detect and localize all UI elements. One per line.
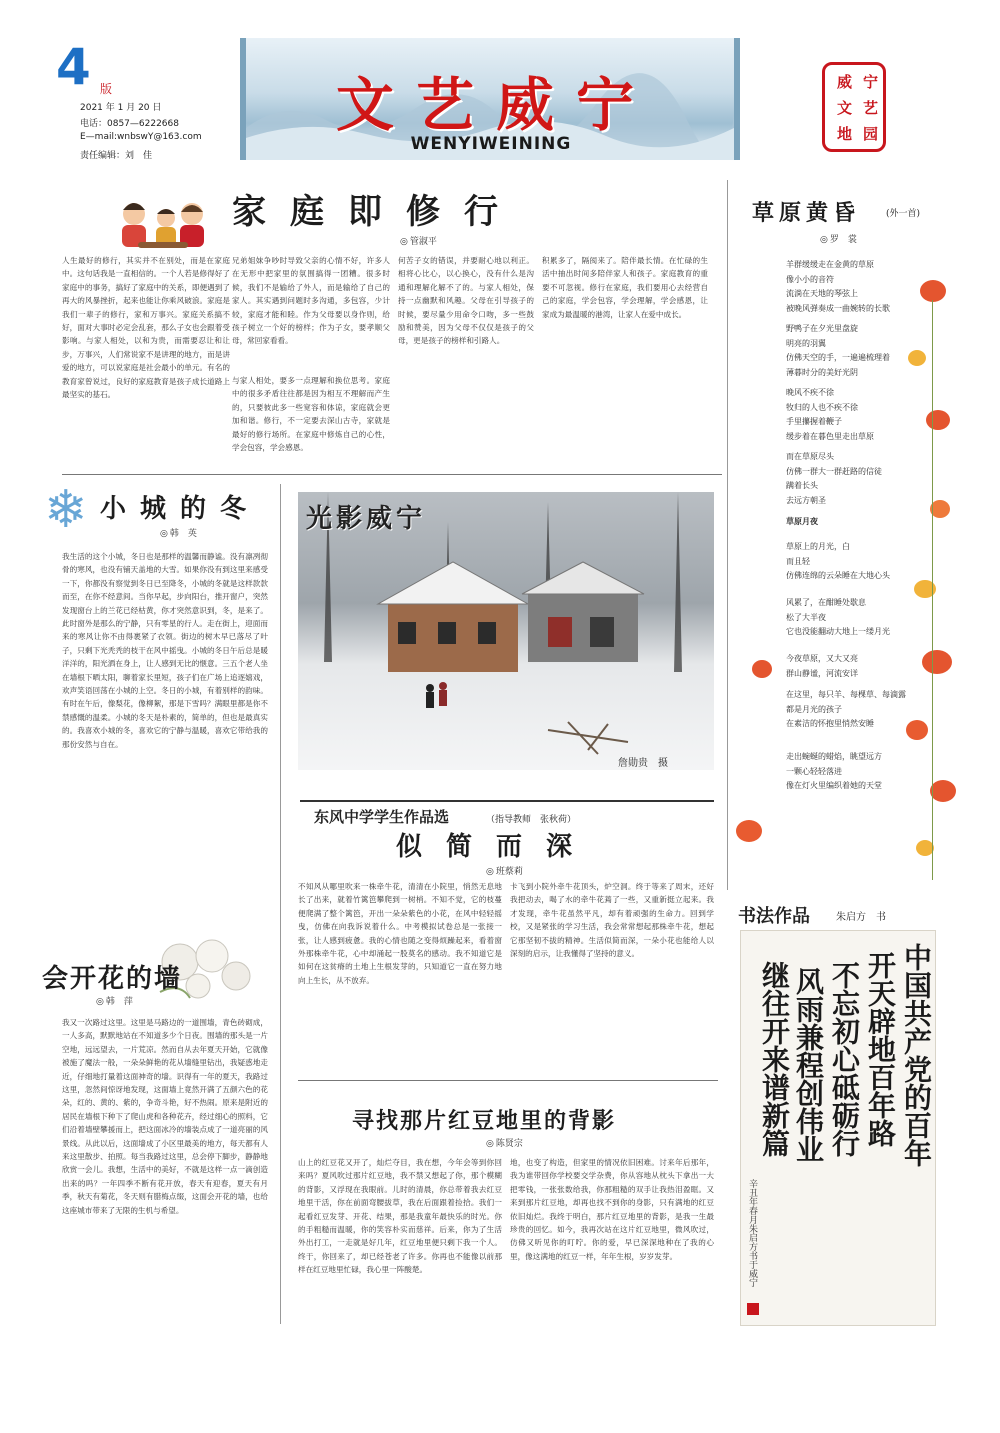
calligraphy-author: 朱启方 书 (836, 912, 886, 923)
poem-stanza: 风累了，在酣睡处歇息 松了大半夜 它也没能翻动大地上一缕月光 (786, 598, 890, 637)
article-title-family: 家庭即修行 (232, 192, 522, 232)
poem-stanza: 而在草原尽头 仿佛一群大一群赶路的信徒 蹒着长头 去远方朝圣 (786, 452, 882, 505)
byline-town: ◎ 韩 英 (160, 526, 197, 539)
article-title-beans: 寻找那片红豆地里的背影 (352, 1108, 617, 1134)
article-text-beans-col2: 地，也变了构造，但家里的情况依旧困难。讨来年后那年，我为谁带回你学校要交学杂费，你从容地从枕头下拿出一大把零钱，一张张数给我，你那粗糙的双手让我热泪盈眶。又来到那片红豆地，却再也找不到你的身影，只有满地的红豆依旧灿烂。我终于明白，那片红豆地里的背影，是我一生最珍贵的回忆。如今，我再次站在这片红豆地里，微风吹过，仿佛又听见你的叮咛。你的爱，早已深深地种在了我的心里，像这满地的红豆一样，年年生根，岁岁发芽。 (510, 1158, 714, 1261)
editor-credit: 责任编辑：刘 佳 (80, 151, 153, 161)
poem-stanza: 走出蜿蜒的蜡焰，眺望远方 一颗心轻轻落进 像在灯火里编织着她的天堂 (786, 752, 882, 791)
divider (727, 180, 728, 890)
poppy-flower-decoration (752, 660, 772, 678)
article-text-family-col6: 积累多了，隔阂来了。陪伴最长情。在忙碌的生活中抽出时间多陪伴家人和孩子。家庭教育的重要不可忽视。修行在家庭，我们要用心去经营自己的家庭，学会包容，学会理解，学会感恩，让家成为最温暖的港湾，让家人在爱中成长。 (542, 256, 708, 319)
masthead-banner (240, 38, 740, 160)
poem-stanza: 羊群缓缓走在金黄的草原 像小小的音符 流淌在天地的琴弦上 被晚风弹奏成一曲婉转的长歌 (786, 260, 890, 313)
page-unit: 版 (100, 82, 113, 96)
school-column-title: 东风中学学生作品选 (314, 808, 450, 826)
calligraphy-line: 不忘初心砥砺行 (828, 961, 861, 1157)
article-text-family-col3: 与家人相处，要多一点理解和换位思考。家庭中的很多矛盾往往都是因为相互不理解而产生的，只要彼此多一些宽容和体谅，家庭就会更加和谐。修行，不一定要去深山古寺，家就是最好的修行场所。在家庭中修炼自己的心性，学会包容，学会感恩。 (232, 376, 390, 453)
masthead-subtitle: WENYIWEINING (410, 134, 572, 154)
calligraphy-line: 风雨兼程创伟业 (792, 967, 825, 1163)
family-illustration-icon (108, 192, 212, 254)
divider (62, 474, 722, 475)
page-number: 4 (56, 38, 91, 96)
red-seal-stamp-icon (747, 1303, 759, 1315)
calligraphy-column-title: 书法作品 (738, 906, 810, 927)
publication-seal (822, 62, 886, 152)
article-text-family-col1: 人生最好的修行，其实并不在别处，而是在家庭中。这句话我是一直相信的。一个人若是修得好了家庭中的事务，搞好了家庭中的关系，即便遇到了再大的风暴挫折，起来也能让你乘风破浪。家庭是我们一辈子的修行，家和万事兴。家庭关系搞不好，面对大事时必定会乱套，那么子女也会跟着受影响。与家人相处，以和为贵，而需要忍让和让步，万事兴，人们常说家不是讲理的地方，而是讲爱的地方，可以说家庭是社会最小的单元。有名的教育家曾说过，良好的家庭教育是孩子成长道路上最坚实的基石。 (62, 256, 230, 400)
byline-simple: ◎ 班蔡莉 (486, 864, 523, 877)
poem-title-note: (外一首) (886, 209, 921, 219)
divider (298, 1080, 718, 1081)
seal-char: 地 (837, 125, 853, 143)
contact-phone: 电话：0857—6222668 (80, 119, 179, 129)
seal-char: 园 (863, 125, 879, 143)
seal-char: 艺 (863, 99, 879, 117)
masthead-title: 文艺威宁 (335, 71, 656, 139)
article-text-simple-col2: 卡飞到小院外牵牛花顶头，炉空洞。终于等来了周末，还好我把动去，喝了水的牵牛花蔫了一些，又重新挺立起来。我才发现，牵牛花虽然平凡，却有着顽强的生命力。回到学校，又是紧张的学习生活，我会常常想起那株牵牛花，想起它那坚韧不拔的精神。生活似简而深，一朵小花也能给人以深刻的启示，让我懂得了坚持的意义。 (510, 882, 714, 959)
poppy-flower-decoration (736, 820, 762, 842)
seal-char: 宁 (863, 73, 879, 91)
poem-subtitle: 草原月夜 (786, 516, 818, 526)
contact-email: E—mail:wnbswY@163.com (80, 132, 202, 142)
poem-stanza: 草原上的月光，白 而且轻 仿佛连绵的云朵睡在大地心头 (786, 542, 890, 581)
byline-family: ◎ 管淑平 (400, 234, 437, 247)
calligraphy-line: 开天辟地百年路 (864, 951, 897, 1147)
article-text-simple-col1: 不知风从哪里吹来一株牵牛花，清清在小院里，悄然无息地长了出来，就着竹篱笆攀爬到一树梢。不知不觉，它的枝蔓便爬满了整个篱笆，开出一朵朵紫色的小花，在风中轻轻摇曳，仿佛在向我诉说着什么。中考模拟试卷总是一张接一张，让人感到疲惫。我的心情也随之变得烦躁起来，看着窗外那株牵牛花，心中却涌起一股莫名的感动。我不知道它是如何在这贫瘠的土地上生根发芽的，只知道它一直在努力地向上生长，从不放弃。 (298, 882, 502, 985)
byline-wall: ◎ 韩 萍 (96, 994, 133, 1007)
article-text-family-col2: 兄弟姐妹争吵时导致父亲的心情不好，许多人在无形中把家里的氛围搞得一团糟。很多时候，我们不是输给了外人，而是输给了自己的家人。其实遇到问题时多沟通，多包容，少计较，家庭才能和睦。作为父母要以身作则，给孩子树立一个好的榜样；作为子女，要孝顺父母，常回家看看。 (232, 256, 390, 346)
byline-beans: ◎ 陈贤宗 (486, 1136, 523, 1149)
calligraphy-line: 中国共产党的百年 (900, 943, 933, 1167)
article-text-town: 我生活的这个小城，冬日也是那样的温馨而静谧。没有凛冽彻骨的寒风，也没有铺天盖地的大雪。如果你没有到这里来感受一下，你都没有察觉到冬日已至降冬，小城的冬就是这样款款而至，在你不经意间。当你早起，步向阳台，推开窗户，突然发现窗台上的兰花已经枯黄，你才突然意识到，冬，是来了。此时窗外是那么的宁静，只有零星的行人。走在街上，迎面而来的寒风让你不由得裹紧了衣领。街边的树木早已落尽了叶子，只剩下光秃秃的枝干在风中摇曳。小城的冬日午后总是暖洋洋的，阳光洒在身上，让人感到无比的惬意。三五个老人坐在墙根下晒太阳，聊着家长里短，孩子们在广场上追逐嬉戏，欢声笑语回荡在小城的上空。冬日的小城，有着别样的韵味。有时在午后，像梨花，像柳絮，那是下雪吗？满眼里都是你不禁感慨的温柔。小城的冬天是朴素的，简单的，但也是最真实的。我喜欢小城的冬，喜欢它的宁静与温暖，喜欢它带给我的那份安然与自在。 (62, 552, 268, 749)
article-text-family-col4: 何苦子女的错误，并要耐心地以利正。相将心比心，以心换心，没有什么是沟通和理解化解不了的。与家人相处，保持一点幽默和风趣。父母在引导孩子的时候，要尽量少用命令口吻，多一些鼓励和赞美，因为父母不仅仅是孩子的父母，更是孩子的榜样和引路人。 (398, 256, 534, 346)
school-column-teacher: （指导教师 张秋荷） (486, 815, 577, 825)
article-text-wall: 我又一次路过这里。这里是马路边的一道围墙，青色砖砌成，一人多高，默默地站在不知道多少个日夜。围墙的那头是一片空地，远远望去，一片荒凉。然而自从去年夏天开始，它就像被施了魔法一般，一朵朵鲜艳的花从墙缝里钻出，我疑惑地走近，仔细地打量着这面神奇的墙。识得有一年的夏天，我路过这里，忽然间惊讶地发现，这面墙上竟然开满了五颜六色的花朵，红的、黄的、紫的，争奇斗艳，好不热闹。原来是附近的居民在墙根下种下了爬山虎和各种花卉，经过细心的照料，它们沿着墙壁攀援而上，把这面冰冷的墙装点成了一道亮丽的风景线。从此以后，这面墙成了小区里最美的地方，每天都有人来这里散步、拍照。每当我路过这里，总会停下脚步，静静地欣赏一会儿。我想，生活中的美好，不就是这样一点一滴创造出来的吗？一年四季不断有花开放，春天有迎春，夏天有月季，秋天有菊花，冬天则有腊梅点缀，这面会开花的墙，也给这座城市带来了无限的生机与希望。 (62, 1018, 268, 1215)
photo-credit: 詹勋贵 摄 (618, 758, 668, 769)
issue-date: 2021 年 1 月 20 日 (80, 103, 162, 113)
seal-char: 文 (837, 99, 853, 117)
calligraphy-scroll (740, 930, 936, 1326)
snowflake-icon: ❄ (44, 480, 88, 540)
photo-column-title: 光影威宁 (306, 504, 427, 534)
poem-stanza: 野鸭子在夕光里盘旋 明亮的羽翼 仿佛天空的手，一遍遍梳理着 薄暮时分的美好光阴 (786, 324, 890, 377)
seal-char: 威 (837, 73, 853, 91)
article-title-simple: 似简而深 (396, 832, 597, 862)
article-title-wall: 会开花的墙 (42, 964, 183, 994)
article-title-town: 小城的冬 (100, 494, 261, 524)
poem-title: 草原黄昏 (752, 200, 861, 226)
snow-photo (298, 492, 714, 770)
poem-stanza: 今夜草原，又大又亮 群山静谧，河流安详 (786, 654, 858, 678)
calligraphy-signature: 辛丑年春月朱启方书于威宁 (747, 1179, 757, 1287)
byline-poem: ◎ 罗 裳 (820, 232, 857, 245)
article-text-beans-col1: 山上的红豆花又开了，灿烂夺目，我在想，今年会等到你回来吗？夏风吹过那片红豆地，我不禁又想起了你，那个模糊的背影，又浮现在我眼前。儿时的清晨，你总带着我去红豆地里干活，你在前面弯腰拔草，我在后面跟着捡拾。我们一起看红豆发芽、开花、结果，那是我童年最快乐的时光。你的手粗糙而温暖，你的笑容朴实而慈祥。后来，你为了生活外出打工，一走就是好几年，红豆地里便只剩下我一个人。终于，你回来了，却已经苍老了许多。你再也不能像以前那样在红豆地里忙碌，我心里一阵酸楚。 (298, 1158, 502, 1275)
poem-stanza: 晚风不疾不徐 牧归的人也不疾不徐 手里攥握着鞭子 缓步着在暮色里走出草原 (786, 388, 874, 441)
calligraphy-line: 继往开来谱新篇 (758, 961, 791, 1157)
divider (280, 484, 281, 1324)
poem-stanza: 在这里，每只羊、每棵草、每滴露 都是月光的孩子 在素洁的怀抱里悄然安睡 (786, 690, 906, 729)
